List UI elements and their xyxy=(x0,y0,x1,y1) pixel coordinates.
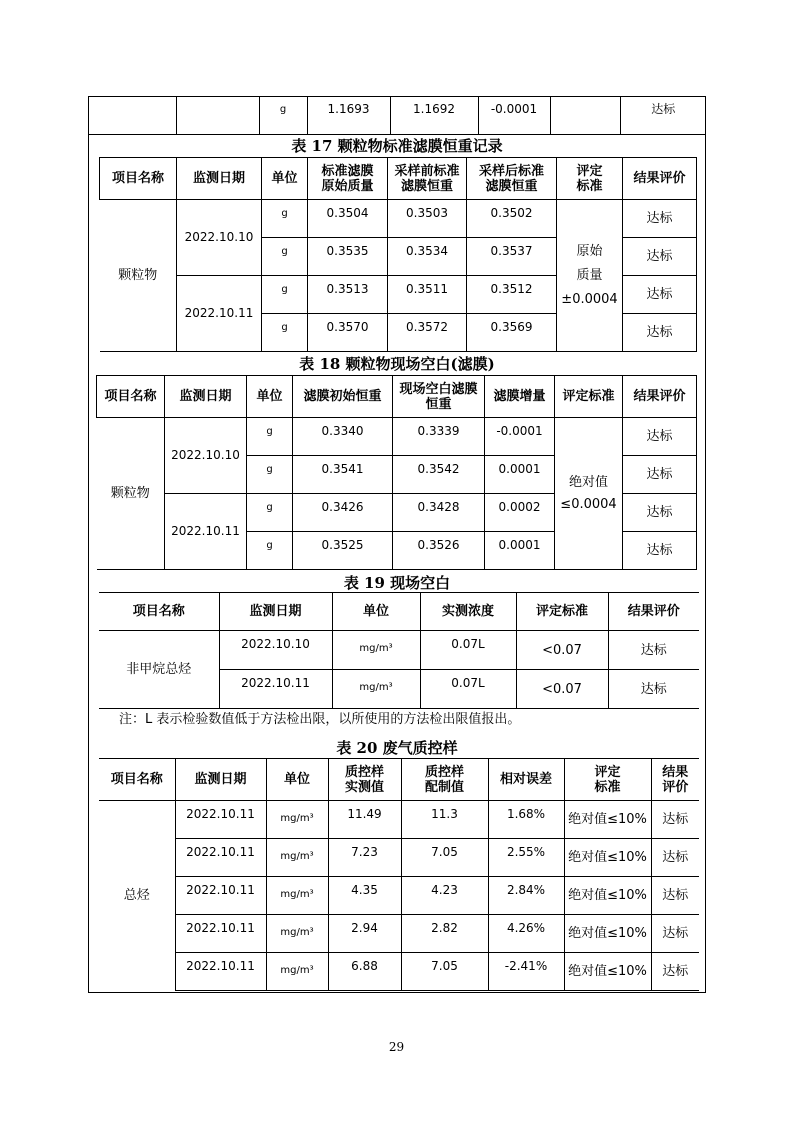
value-cell: 11.3 xyxy=(401,801,488,839)
error-cell: 2.55% xyxy=(488,839,564,877)
date-cell: 2022.10.11 xyxy=(175,839,266,877)
value-cell: 1.1692 xyxy=(390,96,478,134)
result-cell: 达标 xyxy=(651,839,699,877)
result-cell: 达标 xyxy=(620,96,706,134)
unit-cell: mg/m³ xyxy=(266,953,328,991)
table-18 xyxy=(96,375,697,570)
value-cell: 2.82 xyxy=(401,915,488,953)
header-cell: 单位 xyxy=(247,376,293,418)
header-cell: 评定 标准 xyxy=(564,759,651,801)
value-cell: 0.0002 xyxy=(485,494,555,532)
value-cell: 0.3340 xyxy=(293,418,393,456)
result-cell: 达标 xyxy=(651,801,699,839)
header-cell: 结果评价 xyxy=(623,158,697,200)
unit-cell: mg/m³ xyxy=(332,670,420,709)
header-cell: 项目名称 xyxy=(99,759,175,801)
unit-cell: mg/m³ xyxy=(266,839,328,877)
unit-cell: mg/m³ xyxy=(266,877,328,915)
value-cell: 0.3570 xyxy=(308,314,388,352)
result-cell: 达标 xyxy=(623,494,697,532)
result-cell: 达标 xyxy=(651,877,699,915)
header-cell: 实测浓度 xyxy=(420,593,516,631)
standard-cell: 绝对值≤10% xyxy=(564,915,651,953)
standard-cell: 原始 质量 ±0.0004 xyxy=(557,200,623,352)
standard-cell: <0.07 xyxy=(516,631,608,670)
value-cell: 6.88 xyxy=(328,953,401,991)
value-cell: 0.3537 xyxy=(467,238,557,276)
table-20 xyxy=(99,758,699,991)
date-cell: 2022.10.11 xyxy=(175,877,266,915)
error-cell: 4.26% xyxy=(488,915,564,953)
table-17-caption: 表 17 颗粒物标准滤膜恒重记录 xyxy=(291,137,503,155)
result-cell: 达标 xyxy=(651,953,699,991)
header-cell: 项目名称 xyxy=(99,593,219,631)
table-18-caption: 表 18 颗粒物现场空白(滤膜) xyxy=(299,355,495,373)
value-cell: 0.3569 xyxy=(467,314,557,352)
value-cell: 0.3542 xyxy=(393,456,485,494)
header-cell: 单位 xyxy=(332,593,420,631)
value-cell: 0.3426 xyxy=(293,494,393,532)
result-cell: 达标 xyxy=(651,915,699,953)
empty-cell xyxy=(88,96,176,134)
value-cell: 7.05 xyxy=(401,839,488,877)
standard-cell: <0.07 xyxy=(516,670,608,709)
value-cell: 7.05 xyxy=(401,953,488,991)
value-cell: 0.3526 xyxy=(393,532,485,570)
header-cell: 监测日期 xyxy=(165,376,247,418)
table-17 xyxy=(99,157,697,352)
value-cell: 0.3502 xyxy=(467,200,557,238)
value-cell: 0.3511 xyxy=(388,276,467,314)
unit-cell: g xyxy=(247,532,293,570)
unit-cell: g xyxy=(259,96,307,134)
value-cell: 7.23 xyxy=(328,839,401,877)
header-cell: 单位 xyxy=(262,158,308,200)
unit-cell: g xyxy=(262,314,308,352)
result-cell: 达标 xyxy=(623,532,697,570)
header-cell: 结果 评价 xyxy=(651,759,699,801)
value-cell: 0.0001 xyxy=(485,532,555,570)
value-cell: 0.3339 xyxy=(393,418,485,456)
table-20-caption: 表 20 废气质控样 xyxy=(336,739,458,757)
date-cell: 2022.10.10 xyxy=(177,200,262,276)
unit-cell: g xyxy=(247,456,293,494)
item-name: 总烃 xyxy=(99,801,175,991)
item-name: 非甲烷总烃 xyxy=(99,631,219,709)
header-cell: 标准滤膜 原始质量 xyxy=(308,158,388,200)
header-cell: 滤膜初始恒重 xyxy=(293,376,393,418)
value-cell: 0.3513 xyxy=(308,276,388,314)
header-cell: 结果评价 xyxy=(608,593,699,631)
header-cell: 项目名称 xyxy=(97,376,165,418)
header-cell: 采样后标准 滤膜恒重 xyxy=(467,158,557,200)
date-cell: 2022.10.11 xyxy=(175,801,266,839)
value-cell: 4.35 xyxy=(328,877,401,915)
value-cell: 0.0001 xyxy=(485,456,555,494)
header-cell: 评定 标准 xyxy=(557,158,623,200)
value-cell: 0.3504 xyxy=(308,200,388,238)
header-cell: 评定标准 xyxy=(555,376,623,418)
header-cell: 监测日期 xyxy=(177,158,262,200)
header-cell: 现场空白滤膜 恒重 xyxy=(393,376,485,418)
table-19-caption: 表 19 现场空白 xyxy=(343,574,451,592)
result-cell: 达标 xyxy=(623,456,697,494)
date-cell: 2022.10.11 xyxy=(165,494,247,570)
unit-cell: g xyxy=(262,238,308,276)
standard-cell: 绝对值 ≤0.0004 xyxy=(555,418,623,570)
header-cell: 单位 xyxy=(266,759,328,801)
value-cell: 0.3428 xyxy=(393,494,485,532)
error-cell: -2.41% xyxy=(488,953,564,991)
standard-cell: 绝对值≤10% xyxy=(564,801,651,839)
value-cell: 0.3503 xyxy=(388,200,467,238)
date-cell: 2022.10.10 xyxy=(219,631,332,670)
item-name: 颗粒物 xyxy=(100,200,177,352)
value-cell: -0.0001 xyxy=(478,96,550,134)
result-cell: 达标 xyxy=(623,314,697,352)
header-cell: 评定标准 xyxy=(516,593,608,631)
value-cell: 0.3572 xyxy=(388,314,467,352)
unit-cell: g xyxy=(247,418,293,456)
value-cell: 0.3535 xyxy=(308,238,388,276)
continuation-row-table xyxy=(88,96,706,135)
value-cell: 2.94 xyxy=(328,915,401,953)
value-cell: 0.3525 xyxy=(293,532,393,570)
result-cell: 达标 xyxy=(623,418,697,456)
result-cell: 达标 xyxy=(608,670,699,709)
date-cell: 2022.10.10 xyxy=(165,418,247,494)
result-cell: 达标 xyxy=(623,200,697,238)
header-cell: 结果评价 xyxy=(623,376,697,418)
value-cell: 0.07L xyxy=(420,670,516,709)
standard-cell: 绝对值≤10% xyxy=(564,877,651,915)
unit-cell: g xyxy=(262,200,308,238)
result-cell: 达标 xyxy=(623,238,697,276)
header-cell: 相对误差 xyxy=(488,759,564,801)
unit-cell: mg/m³ xyxy=(266,801,328,839)
error-cell: 1.68% xyxy=(488,801,564,839)
value-cell: 11.49 xyxy=(328,801,401,839)
standard-cell: 绝对值≤10% xyxy=(564,839,651,877)
unit-cell: g xyxy=(247,494,293,532)
empty-cell xyxy=(550,96,620,134)
header-cell: 质控样 实测值 xyxy=(328,759,401,801)
value-cell: -0.0001 xyxy=(485,418,555,456)
value-cell: 0.3512 xyxy=(467,276,557,314)
table-19 xyxy=(99,592,699,709)
value-cell: 1.1693 xyxy=(307,96,390,134)
header-cell: 项目名称 xyxy=(100,158,177,200)
unit-cell: mg/m³ xyxy=(266,915,328,953)
result-cell: 达标 xyxy=(608,631,699,670)
header-cell: 滤膜增量 xyxy=(485,376,555,418)
value-cell: 0.07L xyxy=(420,631,516,670)
date-cell: 2022.10.11 xyxy=(219,670,332,709)
header-cell: 监测日期 xyxy=(175,759,266,801)
standard-cell: 绝对值≤10% xyxy=(564,953,651,991)
empty-cell xyxy=(176,96,259,134)
error-cell: 2.84% xyxy=(488,877,564,915)
result-cell: 达标 xyxy=(623,276,697,314)
table-19-note: 注：L 表示检验数值低于方法检出限，以所使用的方法检出限值报出。 xyxy=(119,712,521,727)
unit-cell: mg/m³ xyxy=(332,631,420,670)
date-cell: 2022.10.11 xyxy=(177,276,262,352)
header-cell: 监测日期 xyxy=(219,593,332,631)
header-cell: 质控样 配制值 xyxy=(401,759,488,801)
page-number: 29 xyxy=(388,1040,405,1054)
date-cell: 2022.10.11 xyxy=(175,953,266,991)
header-cell: 采样前标准 滤膜恒重 xyxy=(388,158,467,200)
item-name: 颗粒物 xyxy=(97,418,165,570)
date-cell: 2022.10.11 xyxy=(175,915,266,953)
value-cell: 0.3534 xyxy=(388,238,467,276)
unit-cell: g xyxy=(262,276,308,314)
value-cell: 4.23 xyxy=(401,877,488,915)
value-cell: 0.3541 xyxy=(293,456,393,494)
